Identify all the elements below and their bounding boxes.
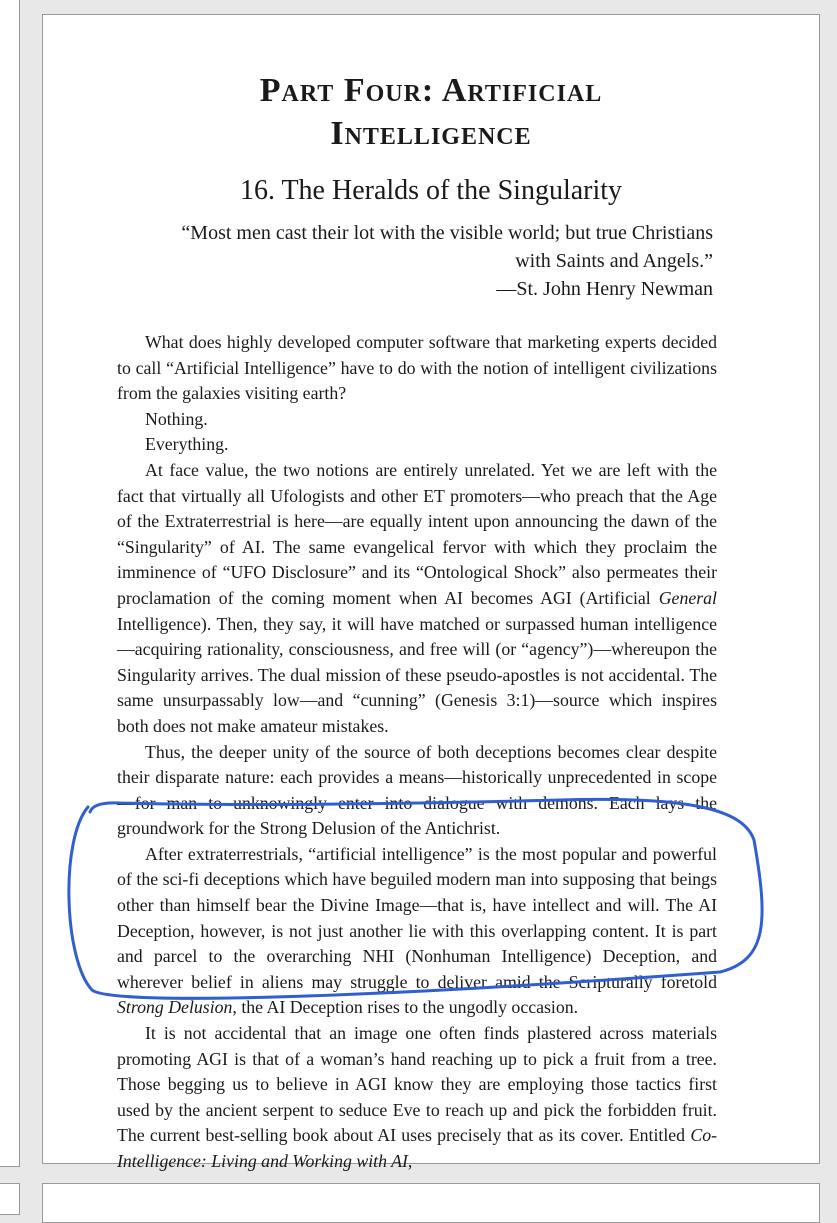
paragraph: Thus, the deeper unity of the source of both deceptions becomes clear despite their disparate nature: each provides a means—historically unprecedented in scope—for man to unknowingly enter into dialogue with demons. Each lays the groundwork for the Strong Delusion of the Antichrist. xyxy=(117,741,717,839)
chapter-title: 16. The Heralds of the Singularity xyxy=(239,175,623,206)
epigraph-quote-line2: with Saints and Angels.” xyxy=(515,250,713,272)
paragraph: Nothing. xyxy=(145,408,208,429)
emphasis: General xyxy=(658,587,717,608)
epigraph-attribution: —St. John Henry Newman xyxy=(496,278,713,300)
body-text xyxy=(117,330,717,1175)
part-title xyxy=(43,69,819,155)
next-page-edge xyxy=(42,1183,820,1223)
previous-page-edge xyxy=(0,0,20,1167)
epigraph xyxy=(93,219,713,303)
emphasis: Co-Intelligence: Living and Working with AI xyxy=(117,1125,717,1171)
epigraph-quote-line1: “Most men cast their lot with the visible world; but true Christians xyxy=(181,222,713,244)
part-title-line1: Part Four: Artificial xyxy=(259,72,603,109)
paragraph: What does highly developed computer software that marketing experts decided to call “Artificial Intelligence” have to do with the notion of intelligent civilizations from the galaxies visiting earth? xyxy=(117,332,717,404)
previous-page-edge-bottom xyxy=(0,1183,20,1215)
part-title-line2: Intelligence xyxy=(330,115,532,152)
paragraph: Everything. xyxy=(145,434,229,455)
book-page xyxy=(42,14,820,1171)
highlighted-paragraph: After extraterrestrials, “artificial intelligence” is the most popular and powerful of the sci-fi deceptions which have beguiled modern man into supposing that beings other than himself bear the Divine Image—that is, have intellect and will. The AI Deception, however, is not just another lie with this overlapping content. It is part and parcel to the overarching NHI (Nonhuman Intelligence) Deception, and wherever belief in aliens may struggle to deliver amid the Scripturally foretold Strong Delusion, the AI Deception rises to the ungodly occasion. xyxy=(117,843,717,1018)
emphasis: Strong Delusion xyxy=(117,997,233,1018)
paragraph: At face value, the two notions are entirely unrelated. Yet we are left with the fact that virtually all Ufologists and other ET promoters—who preach that the Age of the Extraterrestrial is here—are equally intent upon announcing the dawn of the “Singularity” of AI. The same evangelical fervor with which they proclaim the imminence of “UFO Disclosure” and its “Ontological Shock” also permeates their proclamation of the coming moment when AI becomes AGI (Artificial General Intelligence). Then, they say, it will have matched or surpassed human intelligence—acquiring rationality, consciousness, and free will (or “agency”)—whereupon the Singularity arrives. The dual mission of these pseudo-apostles is not accidental. The same unsurpassably low—and “cunning” (Genesis 3:1)—source which inspires both does not make amateur mistakes. xyxy=(117,459,717,736)
paragraph: It is not accidental that an image one often finds plastered across materials promoting AGI is that of a woman’s hand reaching up to pick a fruit from a tree. Those begging us to believe in AGI know they are employing those tactics first used by the ancient serpent to seduce Eve to reach up and pick the forbidden fruit. The current best-selling book about AI uses precisely that as its cover. Entitled Co-Intelligence: Living and Working with AI, xyxy=(117,1023,717,1171)
